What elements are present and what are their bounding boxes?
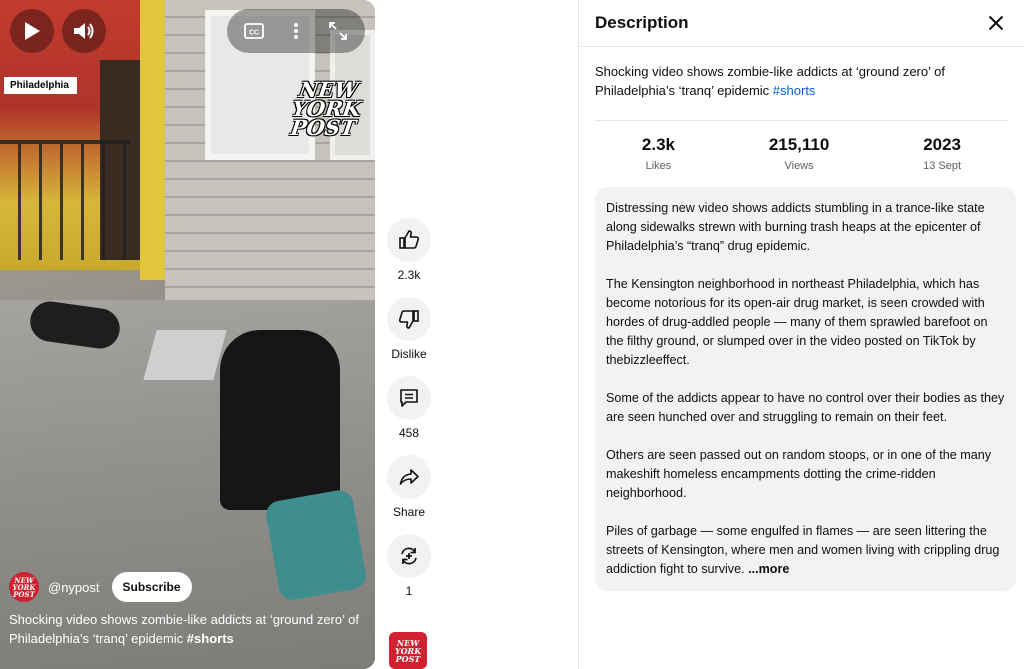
like-count: 2.3k <box>397 268 421 282</box>
stat-date <box>923 135 961 172</box>
dislike-label: Dislike <box>391 347 427 361</box>
comments-action <box>385 376 433 440</box>
like-action <box>385 218 433 282</box>
channel-avatar[interactable]: NEW YORK POST <box>9 572 39 602</box>
play-icon <box>23 21 41 41</box>
volume-icon <box>73 21 95 41</box>
stat-likes <box>642 135 675 172</box>
video-frame-person <box>220 330 340 510</box>
panel-header <box>579 0 1024 47</box>
close-icon <box>988 15 1004 31</box>
description-headline <box>579 47 1024 100</box>
dislike-button[interactable] <box>387 297 431 341</box>
show-more-link[interactable]: ...more <box>748 562 790 576</box>
headline-hashtag[interactable]: #shorts <box>772 83 816 98</box>
comment-icon <box>398 387 420 409</box>
channel-row <box>9 572 192 602</box>
fullscreen-button[interactable] <box>320 13 356 49</box>
description-body[interactable] <box>595 187 1016 591</box>
video-player[interactable] <box>0 0 375 669</box>
share-icon <box>398 466 420 488</box>
dislike-action <box>385 297 433 361</box>
thumbs-up-icon <box>398 229 420 251</box>
thumbs-down-icon <box>398 308 420 330</box>
video-title[interactable] <box>9 610 369 648</box>
video-title-text: Shocking video shows zombie-like addicts at ‘ground zero’ of Philadelphia’s ‘tranq’ epidemic <box>9 612 359 646</box>
stat-views <box>769 135 830 172</box>
video-title-hashtag[interactable]: #shorts <box>186 631 234 646</box>
channel-handle[interactable]: @nypost <box>48 579 100 595</box>
description-paragraph: Others are seen passed out on random stoops, or in one of the many makeshift homeless encampments dotting the crime-ridden neighborhood. <box>606 448 992 500</box>
stat-value: 2.3k <box>641 135 675 154</box>
remix-button[interactable] <box>387 534 431 578</box>
stat-label: Likes <box>645 160 672 172</box>
video-frame-railing <box>0 140 130 260</box>
action-rail <box>385 218 433 613</box>
stat-label: 13 Sept <box>923 160 962 172</box>
share-label: Share <box>392 505 426 519</box>
more-options-button[interactable] <box>278 13 314 49</box>
new-york-post-watermark: NEW YORK POST <box>289 77 363 140</box>
share-button[interactable] <box>387 455 431 499</box>
stat-label: Views <box>784 160 814 172</box>
svg-text:CC: CC <box>248 29 260 37</box>
subscribe-button[interactable]: Subscribe <box>112 572 192 602</box>
channel-thumbnail[interactable]: NEW YORK POST <box>389 632 427 669</box>
description-paragraph: The Kensington neighborhood in northeast Philadelphia, which has become notorious for its open-air drug market, is seen crowded with hordes of drug-addled people — many of them sprawled barefoot on the filthy ground, or slumped over in the video posted on TikTok by thebizzleeffect. <box>606 277 988 367</box>
like-button[interactable] <box>387 218 431 262</box>
video-frame-chair <box>143 330 226 380</box>
description-last-paragraph <box>606 522 1005 579</box>
comment-count: 458 <box>398 426 420 440</box>
description-panel <box>578 0 1024 669</box>
close-button[interactable] <box>984 11 1008 35</box>
fullscreen-icon <box>329 22 347 40</box>
location-tag: Philadelphia <box>4 77 77 94</box>
remix-icon <box>398 545 420 567</box>
volume-button[interactable] <box>62 9 106 53</box>
video-frame-bag <box>264 488 368 602</box>
panel-title: Description <box>595 13 689 32</box>
headline-text: Shocking video shows zombie-like addicts at ‘ground zero’ of Philadelphia’s ‘tranq’ epidemic <box>595 64 945 98</box>
share-action <box>385 455 433 519</box>
comments-button[interactable] <box>387 376 431 420</box>
description-paragraph: Distressing new video shows addicts stumbling in a trance-like state along sidewalks strewn with burning trash heaps at the epicenter of Philadelphia’s “tranq” drug epidemic. <box>606 201 985 253</box>
description-paragraph: Some of the addicts appear to have no control over their bodies as they are seen hunched over and struggling to remain on their feet. <box>606 391 1005 424</box>
stat-value: 2023 <box>923 135 962 154</box>
remix-count: 1 <box>405 584 413 598</box>
play-button[interactable] <box>10 9 54 53</box>
description-paragraph: Piles of garbage — some engulfed in flames — are seen littering the streets of Kensington, where men and women living with crippling drug addiction fight to survive. <box>606 524 1000 576</box>
more-vert-icon <box>293 22 299 40</box>
player-controls-group <box>227 9 365 53</box>
stats-row <box>595 120 1008 187</box>
captions-icon <box>244 23 264 39</box>
captions-button[interactable] <box>236 13 272 49</box>
stat-value: 215,110 <box>768 135 830 154</box>
remix-action <box>385 534 433 598</box>
